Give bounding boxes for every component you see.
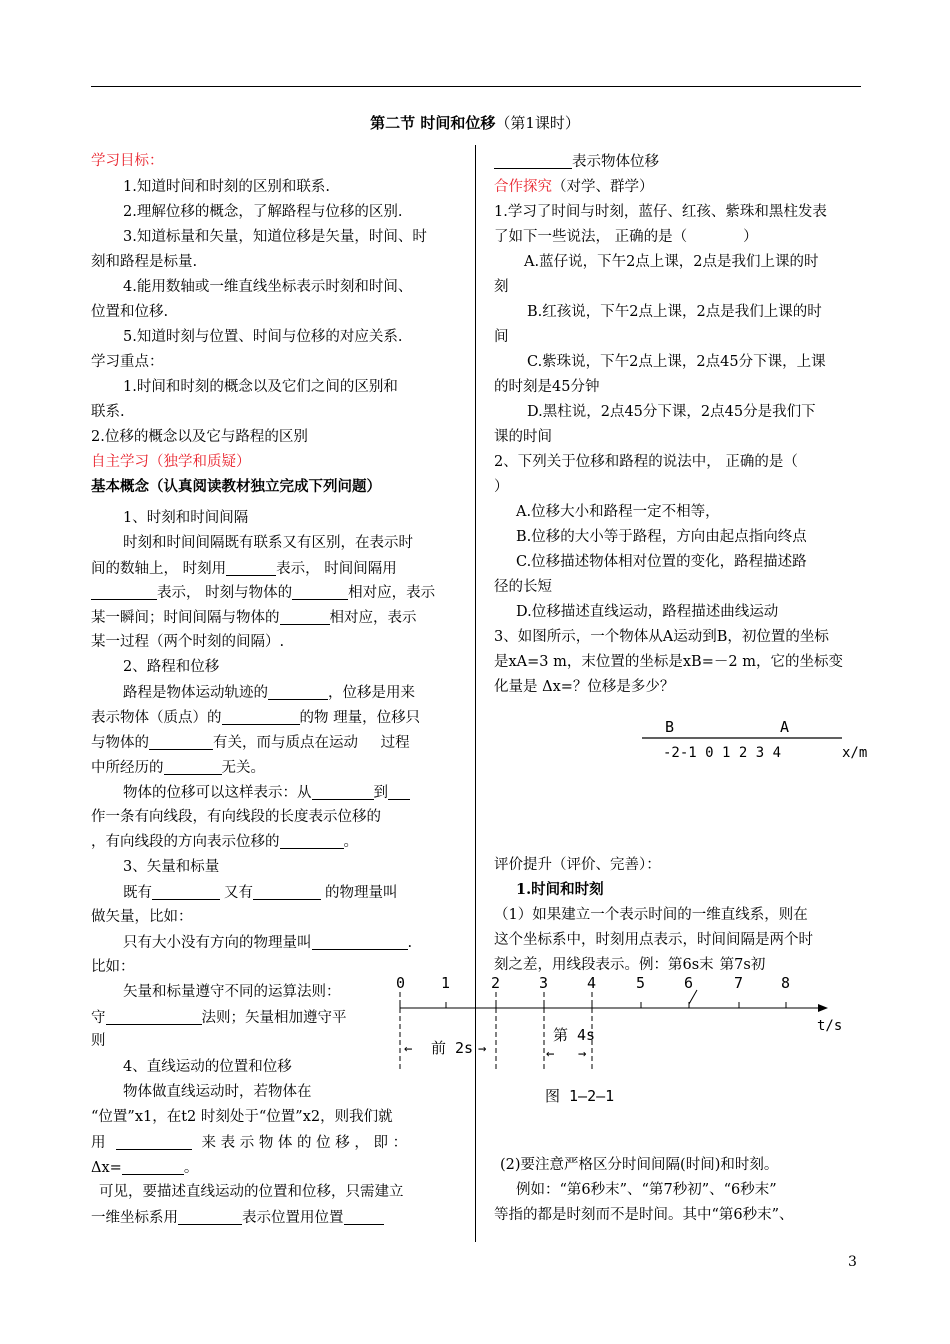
self-study-heading: 自主学习（独学和质疑）: [91, 454, 251, 470]
basic-concepts-heading: 基本概念（认真阅读教材独立完成下列问题）: [91, 478, 381, 495]
section-2-text: 物体的位移可以这样表示：从 到: [123, 785, 410, 801]
section-2-text: 中所经历的 无关。: [91, 760, 265, 776]
q2-option: A.位移大小和路程一定不相等，: [516, 504, 720, 520]
right-top-line: 表示物体位移: [494, 154, 659, 170]
section-4-text: 用 来 表 示 物 体 的 位 移 ， 即 ：: [91, 1135, 408, 1151]
fourth-second-label: 第 4s: [553, 1026, 596, 1044]
section-4-text: Δx= 。: [91, 1160, 199, 1176]
eval-heading: 评价提升（评价、完善）：: [494, 857, 661, 873]
q2-option: B.位移的大小等于路程，方向由起点指向终点: [516, 529, 807, 545]
question-2: ）: [494, 479, 509, 495]
svg-text:→: →: [578, 1046, 587, 1062]
eval-text: (2)要注意严格区分时间间隔(时间)和时刻。: [500, 1157, 779, 1173]
point-a-label: A: [780, 718, 790, 736]
question-1: 1.学习了时间与时刻，蓝仔、红孩、紫珠和黑柱发表: [494, 204, 827, 220]
question-3: 3、如图所示，一个物体从A运动到B，初位置的坐标: [494, 629, 829, 645]
goal-line: 1.知道时间和时刻的区别和联系.: [123, 179, 330, 195]
title-main: 第二节 时间和位移: [370, 114, 496, 132]
section-1-text: 表示， 时刻与物体的 相对应，表示: [91, 585, 435, 601]
section-4-text: 一维坐标系用 表示位置用位置: [91, 1210, 384, 1226]
section-3-text: 矢量和标量遵守不同的运算法则：: [123, 984, 341, 1000]
title-sub: （第1课时）: [495, 114, 580, 132]
eval-text: 例如：“第6秒末”、“第7秒初”、“6秒末”: [516, 1182, 777, 1198]
key-line: 1.时间和时刻的概念以及它们之间的区别和: [123, 379, 398, 395]
q1-option: 课的时间: [494, 429, 552, 445]
page-number: 3: [848, 1254, 857, 1270]
section-3-text: 守 法则；矢量相加遵守平: [91, 1010, 347, 1026]
section-3-text: 做矢量，比如：: [91, 909, 193, 925]
q1-option: D.黑柱说，2点45分下课，2点45分是我们下: [527, 404, 816, 420]
point-b-label: B: [665, 718, 675, 736]
section-4-title: 4、直线运动的位置和位移: [123, 1059, 292, 1075]
tick-label: 1: [441, 974, 451, 992]
tick-label: 8: [781, 974, 791, 992]
question-1: 了如下一些说法， 正确的是（ ）: [494, 229, 758, 245]
section-2-text: ，有向线段的方向表示位移的 。: [91, 834, 358, 850]
section-4-text: 可见，要描述直线运动的位置和位移，只需建立: [99, 1184, 404, 1200]
goal-line: 4.能用数轴或一维直线坐标表示时刻和时间、: [123, 279, 413, 295]
svg-text:←: ←: [546, 1046, 555, 1062]
tick-label: 4: [587, 974, 597, 992]
question-3: 化量是 Δx=？位移是多少？: [494, 679, 675, 695]
time-axis-figure: [370, 968, 850, 1108]
goal-line: 位置和位移.: [91, 304, 169, 320]
goals-heading: 学习目标：: [91, 153, 164, 169]
time-axis-unit: t/s: [817, 1018, 843, 1034]
eval-text: （1）如果建立一个表示时间的一维直线系，则在: [494, 907, 808, 923]
eval-text: 等指的都是时刻而不是时间。其中“第6秒末”、: [494, 1207, 794, 1223]
section-3-text: 既有 又有 的物理量叫: [123, 885, 398, 901]
eval-text: 刻之差，用线段表示。例：第6s末 第7s初: [494, 957, 766, 973]
svg-text:→: →: [478, 1041, 487, 1057]
section-2-text: 路程是物体运动轨迹的 ，位移是用来: [123, 685, 415, 701]
tick-label: 6: [684, 974, 694, 992]
section-3-title: 3、矢量和标量: [123, 859, 220, 875]
q2-option: 径的长短: [494, 579, 552, 595]
key-line: 2.位移的概念以及它与路程的区别: [91, 429, 308, 445]
section-4-text: “位置”x1，在t2 时刻处于“位置”x2，则我们就: [91, 1109, 393, 1125]
section-3-text: 比如：: [91, 959, 135, 975]
header-rule: [91, 86, 861, 87]
q1-option: 间: [494, 329, 509, 345]
goal-line: 刻和路程是标量.: [91, 254, 198, 270]
tick-label: 5: [636, 974, 646, 992]
section-4-text: 物体做直线运动时，若物体在: [123, 1084, 312, 1100]
q1-option: C.紫珠说，下午2点上课，2点45分下课，上课: [527, 354, 826, 370]
section-1-text: 时刻和时间间隔既有联系又有区别，在表示时: [123, 535, 413, 551]
goal-line: 5.知道时刻与位置、时间与位移的对应关系.: [123, 329, 403, 345]
section-3-text: 只有大小没有方向的物理量叫 .: [123, 935, 413, 951]
goal-line: 2.理解位移的概念，了解路程与位移的区别.: [123, 204, 403, 220]
before-2s-label: 前 2s: [431, 1039, 474, 1057]
section-1-text: 间的数轴上， 时刻用 表示， 时间间隔用: [91, 561, 397, 577]
tick-label: 3: [539, 974, 549, 992]
page-title: [0, 112, 950, 133]
section-2-text: 与物体的 有关，而与质点在运动 过程: [91, 735, 410, 751]
tick-label: 7: [734, 974, 744, 992]
q1-option: 的时刻是45分钟: [494, 379, 600, 395]
svg-text:←: ←: [404, 1041, 413, 1057]
tick-label: 0: [396, 974, 406, 992]
eval-text: 这个坐标系中，时刻用点表示，时间间隔是两个时: [494, 932, 813, 948]
section-2-text: 作一条有向线段，有向线段的长度表示位移的: [91, 809, 381, 825]
section-3-text: 则: [91, 1033, 106, 1049]
section-1-text: 某一过程（两个时刻的间隔）.: [91, 634, 285, 650]
axis-unit: x/m: [842, 745, 868, 761]
section-2-title: 2、路程和位移: [123, 659, 220, 675]
q2-option: D.位移描述直线运动，路程描述曲线运动: [516, 604, 779, 620]
eval-subheading: 1.时间和时刻: [516, 881, 604, 898]
coop-heading: 合作探究（对学、群学）: [494, 179, 654, 195]
q1-option: B.红孩说，下午2点上课，2点是我们上课的时: [527, 304, 822, 320]
axis-tick-labels: -2-1 0 1 2 3 4: [663, 745, 782, 761]
section-1-text: 某一瞬间；时间间隔与物体的 相对应，表示: [91, 610, 417, 626]
q1-option: 刻: [494, 279, 509, 295]
position-number-line: [620, 715, 880, 765]
key-heading: 学习重点：: [91, 354, 164, 370]
key-line: 联系.: [91, 404, 125, 420]
goal-line: 3.知道标量和矢量，知道位移是矢量，时间、时: [123, 229, 427, 245]
question-3: 是xA=3 m，末位置的坐标是xB=－2 m，它的坐标变: [494, 654, 843, 670]
section-2-text: 表示物体（质点）的 的物 理量，位移只: [91, 710, 421, 726]
tick-label: 2: [491, 974, 501, 992]
section-1-title: 1、时刻和时间间隔: [123, 510, 249, 526]
figure-caption: 图 1—2—1: [545, 1087, 615, 1105]
q1-option: A.蓝仔说，下午2点上课，2点是我们上课的时: [524, 254, 819, 270]
question-2: 2、下列关于位移和路程的说法中， 正确的是（: [494, 454, 798, 470]
q2-option: C.位移描述物体相对位置的变化，路程描述路: [516, 554, 807, 570]
